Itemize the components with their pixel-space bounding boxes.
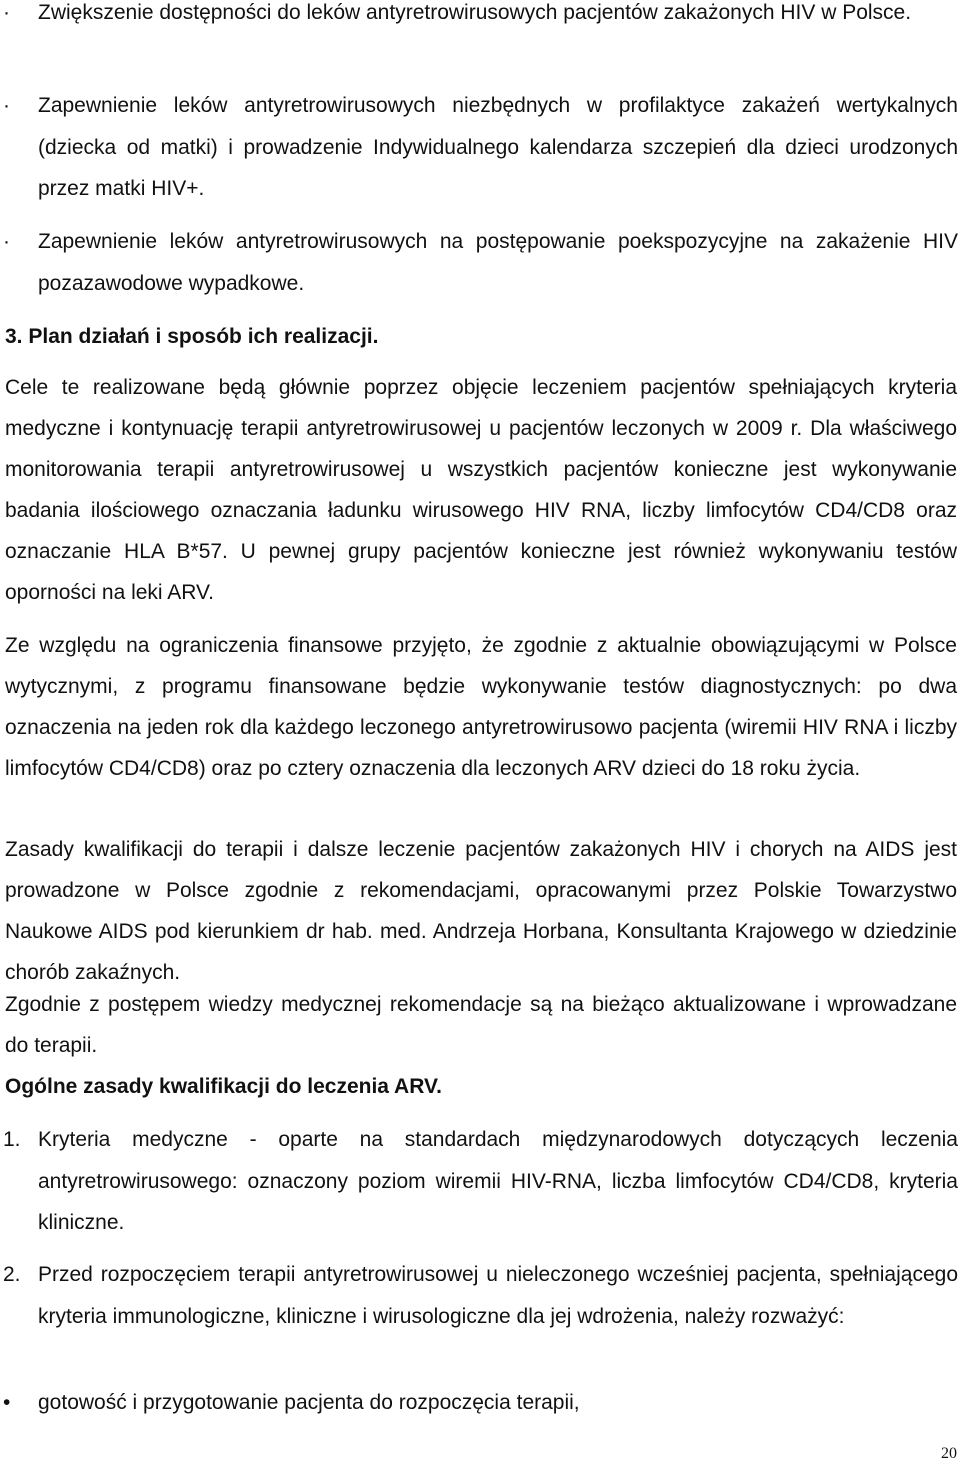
bullet-marker: · bbox=[3, 230, 10, 253]
bullet-marker: · bbox=[3, 1, 10, 24]
number-marker: 2. bbox=[3, 1263, 21, 1286]
page-number: 20 bbox=[941, 1445, 957, 1462]
paragraph: Zgodnie z postępem wiedzy medycznej rekomendacje są na bieżąco aktualizowane i wprowadzane do terapii. bbox=[5, 993, 957, 1057]
number-marker: 1. bbox=[3, 1128, 21, 1151]
subheading: Ogólne zasady kwalifikacji do leczenia ARV. bbox=[5, 1075, 442, 1098]
numbered-item bbox=[0, 1254, 958, 1337]
bullet-item bbox=[0, 85, 958, 210]
bullet-item bbox=[0, 1382, 958, 1424]
bullet-text: Zwiększenie dostępności do leków antyretrowirusowych pacjentów zakażonych HIV w Polsce. bbox=[38, 1, 912, 24]
paragraph: Cele te realizowane będą głównie poprzez objęcie leczeniem pacjentów spełniających kryteria medyczne i kontynuację terapii antyretrowirusowej u pacjentów leczonych w 2009 r. Dla właściwego monitorowania terapii antyretrowirusowej u wszystkich pacjentów konieczne jest wykonywanie badania ilościowego oznaczania ładunku wirusowego HIV RNA, liczby limfocytów CD4/CD8 oraz oznaczanie HLA B*57. U pewnej grupy pacjentów konieczne jest również wykonywaniu testów oporności na leki ARV. bbox=[5, 376, 957, 604]
bullet-item bbox=[0, 0, 958, 34]
bullet-text: Zapewnienie leków antyretrowirusowych niezbędnych w profilaktyce zakażeń wertykalnych (dziecka od matki) i prowadzenie Indywidualnego kalendarza szczepień dla dzieci urodzonych przez matki HIV+. bbox=[38, 94, 958, 200]
bullet-text: Zapewnienie leków antyretrowirusowych na postępowanie poekspozycyjne na zakażenie HIV pozazawodowe wypadkowe. bbox=[38, 230, 958, 295]
bullet-text: gotowość i przygotowanie pacjenta do rozpoczęcia terapii, bbox=[38, 1391, 580, 1414]
numbered-item-text: Kryteria medyczne - oparte na standardach międzynarodowych dotyczących leczenia antyretrowirusowego: oznaczony poziom wiremii HIV-RNA, liczba limfocytów CD4/CD8, kryteria kliniczne. bbox=[38, 1128, 958, 1234]
paragraph: Zasady kwalifikacji do terapii i dalsze leczenie pacjentów zakażonych HIV i chorych na AIDS jest prowadzone w Polsce zgodnie z rekomendacjami, opracowanymi przez Polskie Towarzystwo Naukowe AIDS pod kierunkiem dr hab. med. Andrzeja Horbana, Konsultanta Krajowego w dziedzinie chorób zakaźnych. bbox=[5, 838, 957, 984]
section-heading: 3. Plan działań i sposób ich realizacji. bbox=[5, 325, 379, 348]
paragraph: Ze względu na ograniczenia finansowe przyjęto, że zgodnie z aktualnie obowiązującymi w Polsce wytycznymi, z programu finansowane będzie wykonywanie testów diagnostycznych: po dwa oznaczenia na jeden rok dla każdego leczonego antyretrowirusowo pacjenta (wiremii HIV RNA i liczby limfocytów CD4/CD8) oraz po cztery oznaczenia dla leczonych ARV dzieci do 18 roku życia. bbox=[5, 634, 957, 780]
bullet-marker: · bbox=[3, 94, 10, 117]
numbered-item-text: Przed rozpoczęciem terapii antyretrowirusowej u nieleczonego wcześniej pacjenta, spełniającego kryteria immunologiczne, kliniczne i wirusologiczne dla jej wdrożenia, należy rozważyć: bbox=[38, 1263, 958, 1328]
numbered-item bbox=[0, 1119, 958, 1244]
bullet-item bbox=[0, 221, 958, 304]
bullet-marker: • bbox=[3, 1391, 11, 1414]
